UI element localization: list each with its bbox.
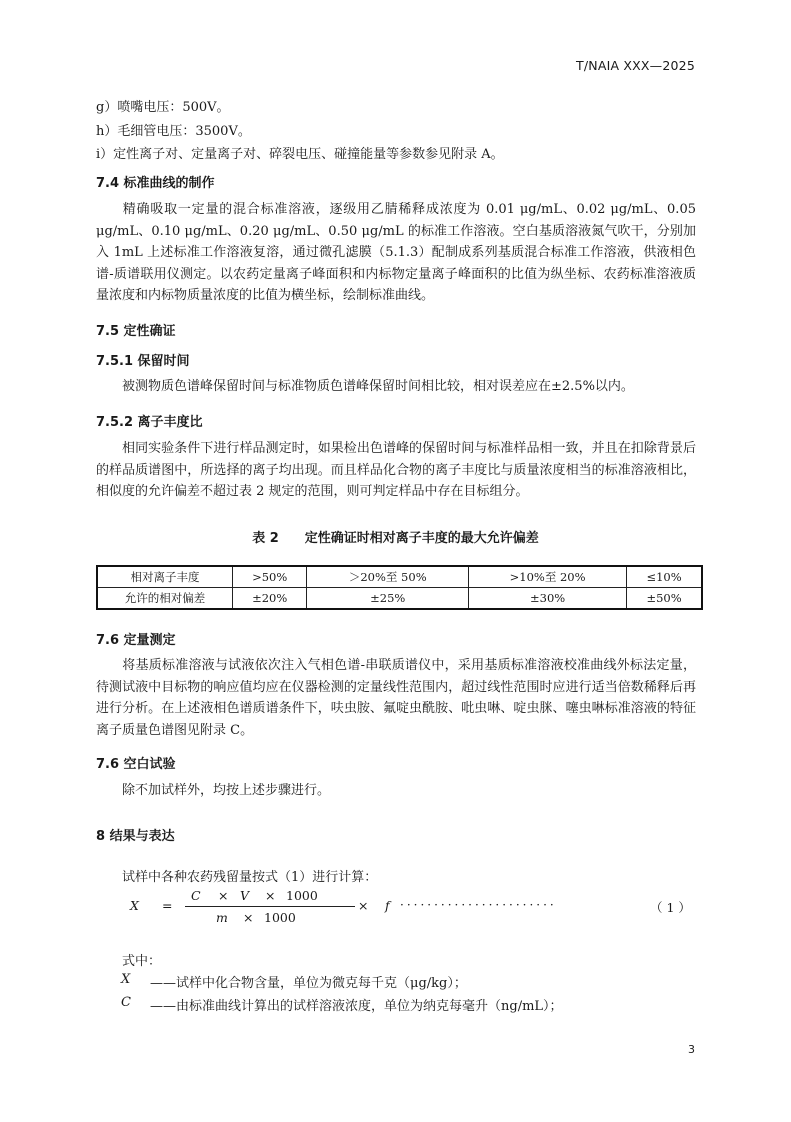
formula-1000: 1000 bbox=[286, 888, 318, 903]
formula-times: × bbox=[358, 898, 369, 913]
paragraph-7-5-2 bbox=[96, 438, 696, 503]
paragraph-7-6-blank bbox=[96, 780, 696, 802]
heading-7-5-1: 7.5.1 保留时间 bbox=[96, 354, 190, 369]
table-cell: ±25% bbox=[307, 588, 469, 610]
heading-7-6-blank: 7.6 空白试验 bbox=[96, 757, 176, 772]
table-cell: >50% bbox=[233, 566, 307, 588]
formula-1000: 1000 bbox=[264, 910, 296, 925]
paragraph-7-6-quantitative bbox=[96, 655, 696, 741]
table-2 bbox=[96, 565, 703, 610]
formula-dots: ······················· bbox=[400, 898, 557, 912]
fraction-bar bbox=[185, 906, 355, 907]
formula-times: × bbox=[265, 888, 276, 903]
param-nozzle-voltage: g）喷嘴电压：500V。 bbox=[96, 100, 230, 115]
table-cell: ±20% bbox=[233, 588, 307, 610]
table-row bbox=[97, 566, 702, 588]
param-ion-pairs: i）定性离子对、定量离子对、碎裂电压、碰撞能量等参数参见附录 A。 bbox=[96, 147, 504, 162]
heading-8: 8 结果与表达 bbox=[96, 829, 175, 844]
table-2-caption: 表 2 定性确证时相对离子丰度的最大允许偏差 bbox=[252, 531, 539, 546]
table-cell: >10%至 20% bbox=[469, 566, 627, 588]
heading-7-6-quantitative: 7.6 定量测定 bbox=[96, 633, 176, 648]
formula-f: f bbox=[385, 898, 390, 913]
table-cell: ±30% bbox=[469, 588, 627, 610]
paragraph-7-6-quantitative-text: 将基质标准溶液与试液依次注入气相色谱-串联质谱仪中，采用基质标准溶液校准曲线外标法定量，待测试液中目标物的响应值均应在仪器检测的定量线性范围内，超过线性范围时应进行适当倍数稀释后再进行分析。在上述液相色谱质谱条件下，呋虫胺、氟啶虫酰胺、吡虫啉、啶虫脒、噻虫啉标准溶液的特征离子质量色谱图见附录 C。 bbox=[96, 658, 696, 738]
paragraph-7-5-2-text: 相同实验条件下进行样品测定时，如果检出色谱峰的保留时间与标准样品相一致，并且在扣除背景后的样品质谱图中，所选择的离子均出现。而且样品化合物的离子丰度比与质量浓度相当的标准溶液相比，相似度的允许偏差不超过表 2 规定的范围，则可判定样品中存在目标组分。 bbox=[96, 441, 696, 499]
document-number: T/NAIA XXX—2025 bbox=[576, 58, 695, 73]
table-row bbox=[97, 588, 702, 610]
formula-times: × bbox=[218, 888, 229, 903]
heading-7-4: 7.4 标准曲线的制作 bbox=[96, 176, 215, 191]
table-cell: ≤10% bbox=[627, 566, 702, 588]
table-cell: 允许的相对偏差 bbox=[97, 588, 233, 610]
paragraph-7-4 bbox=[96, 199, 696, 307]
where-label: 式中： bbox=[122, 954, 162, 969]
def-text: ——由标准曲线计算出的试样溶液浓度，单位为纳克每毫升（ng/mL）； bbox=[150, 999, 563, 1014]
paragraph-7-4-text: 精确吸取一定量的混合标准溶液，逐级用乙腈稀释成浓度为 0.01 μg/mL、0.02 μg/mL、0.05 μg/mL、0.10 μg/mL、0.20 μg/mL、0.50 μg/mL 的标准工作溶液。空白基质溶液氮气吹干，分别加入 1mL 上述标准工作溶液复溶，通过微孔滤膜（5.1.3）配制成系列基质混合标准工作溶液，供液相色谱-质谱联用仪测定。以农药定量离子峰面积和内标物定量离子峰面积的比值为纵坐标、农药标准溶液质量浓度和内标物质量浓度的比值为横坐标，绘制标准曲线。 bbox=[96, 202, 696, 303]
formula-times: × bbox=[243, 910, 254, 925]
paragraph-7-5-1 bbox=[96, 376, 696, 398]
formula-number: （ 1 ） bbox=[650, 900, 691, 915]
table-cell: ±50% bbox=[627, 588, 702, 610]
def-symbol: C bbox=[121, 995, 131, 1010]
page-number: 3 bbox=[688, 1043, 695, 1056]
def-symbol: X bbox=[121, 972, 131, 987]
formula-lhs: X bbox=[130, 898, 139, 913]
heading-7-5-2: 7.5.2 离子丰度比 bbox=[96, 415, 203, 430]
param-capillary-voltage: h）毛细管电压：3500V。 bbox=[96, 124, 251, 139]
formula-m: m bbox=[216, 910, 228, 925]
formula-equals: = bbox=[162, 898, 173, 913]
paragraph-7-6-blank-text: 除不加试样外，均按上述步骤进行。 bbox=[122, 783, 331, 798]
table-cell: ＞20%至 50% bbox=[307, 566, 469, 588]
heading-7-5: 7.5 定性确证 bbox=[96, 324, 176, 339]
def-text: ——试样中化合物含量，单位为微克每千克（μg/kg）； bbox=[150, 976, 467, 991]
table-cell: 相对离子丰度 bbox=[97, 566, 233, 588]
formula-v: V bbox=[240, 888, 250, 903]
formula-c: C bbox=[191, 888, 201, 903]
formula-intro: 试样中各种农药残留量按式（1）进行计算： bbox=[122, 870, 378, 885]
paragraph-7-5-1-text: 被测物质色谱峰保留时间与标准物质色谱峰保留时间相比较，相对误差应在±2.5%以内。 bbox=[122, 379, 634, 394]
